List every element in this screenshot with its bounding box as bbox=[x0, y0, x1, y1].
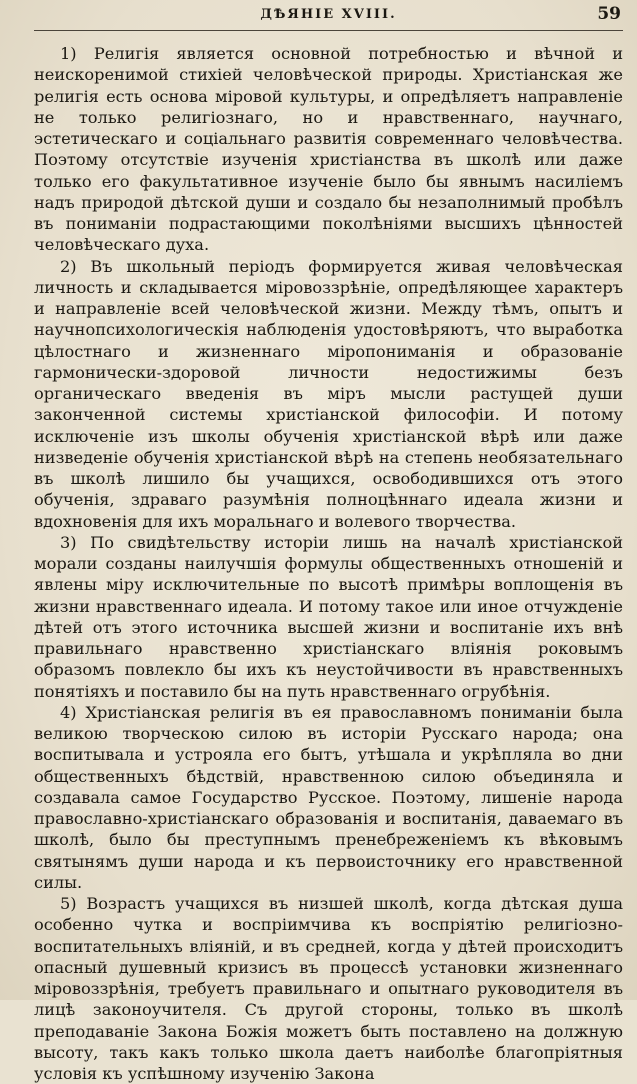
paragraph-1: 1) Религія является основной потребностью и вѣчной и неискоренимой стихіей человѣческой природы. Христіанская же религія есть основа міровой культуры, и опредѣляетъ направленіе не только религіознаго, но и нравственнаго, научнаго, эстетическаго и соціальнаго развитія современнаго человѣчества. Поэтому отсутствіе изученія христіанства въ школѣ или даже только его факультативное изученіе было бы явнымъ насиліемъ надъ природой дѣтской души и создало бы незаполнимый пробѣлъ въ пониманіи подрастающими поколѣніями высшихъ цѣнностей человѣческаго духа. bbox=[34, 44, 623, 255]
running-head: ДѢЯНІЕ XVIII. bbox=[260, 7, 397, 22]
page-header bbox=[34, 0, 623, 31]
paragraph-2: 2) Въ школьный періодъ формируется живая человѣческая личность и складывается міровоззрѣніе, опредѣляющее характеръ и направленіе всей человѣческой жизни. Между тѣмъ, опытъ и научнопсихологическія наблюденія удостовѣряютъ, что выработка цѣлостнаго и жизненнаго міропониманія и образованіе гармонически-здоровой личности недостижимы безъ органическаго введенія въ міръ мысли растущей души законченной системы христіанской философіи. И потому исключеніе изъ школы обученія христіанской вѣрѣ или даже низведеніе обученія христіанской вѣрѣ на степень необязательнаго въ школѣ лишило бы учащихся, освободившихся отъ этого обученія, здраваго разумѣнія полноцѣннаго идеала жизни и вдохновенія для ихъ моральнаго и волевого творчества. bbox=[34, 256, 623, 531]
paragraph-3: 3) По свидѣтельству исторіи лишь на началѣ христіанской морали созданы наилучшія формулы общественныхъ отношеній и явлены міру исключительные по высотѣ примѣры воплощенія въ жизни нравственнаго идеала. И потому такое или иное отчужденіе дѣтей отъ этого источника высшей жизни и воспитаніе ихъ внѣ правильнаго нравственно христіанскаго вліянія роковымъ образомъ повлекло бы ихъ къ неустойчивости въ нравственныхъ понятіяхъ и поставило бы на путь нравственнаго огрубѣнія. bbox=[34, 532, 623, 701]
body-text bbox=[34, 43, 623, 1084]
paragraph-4: 4) Христіанская религія въ ея православномъ пониманіи была великою творческою силою въ исторіи Русскаго народа; она воспитывала и устрояла его бытъ, утѣшала и укрѣпляла во дни общественныхъ бѣдствій, нравственною силою объединяла и создавала самое Государство Русское. Поэтому, лишеніе народа православно-христіанскаго образованія и воспитанія, даваемаго въ школѣ, было бы преступнымъ пренебреженіемъ къ вѣковымъ святынямъ души народа и къ первоисточнику его нравственной силы. bbox=[34, 702, 623, 892]
paragraph-5: 5) Возрастъ учащихся въ низшей школѣ, когда дѣтская душа особенно чутка и воспріимчива къ воспріятію религіозно-воспитательныхъ вліяній, и въ средней, когда у дѣтей происходитъ опасный душевный кризисъ въ процессѣ установки жизненнаго міровоззрѣнія, требуетъ правильнаго и опытнаго руководителя въ лицѣ законоучителя. Съ другой стороны, только въ школѣ преподаваніе Закона Божія можетъ быть поставлено на должную высоту, такъ какъ только школа даетъ наиболѣе благопріятныя условія къ успѣшному изученію Закона bbox=[34, 894, 623, 1083]
page-number: 59 bbox=[597, 4, 621, 24]
